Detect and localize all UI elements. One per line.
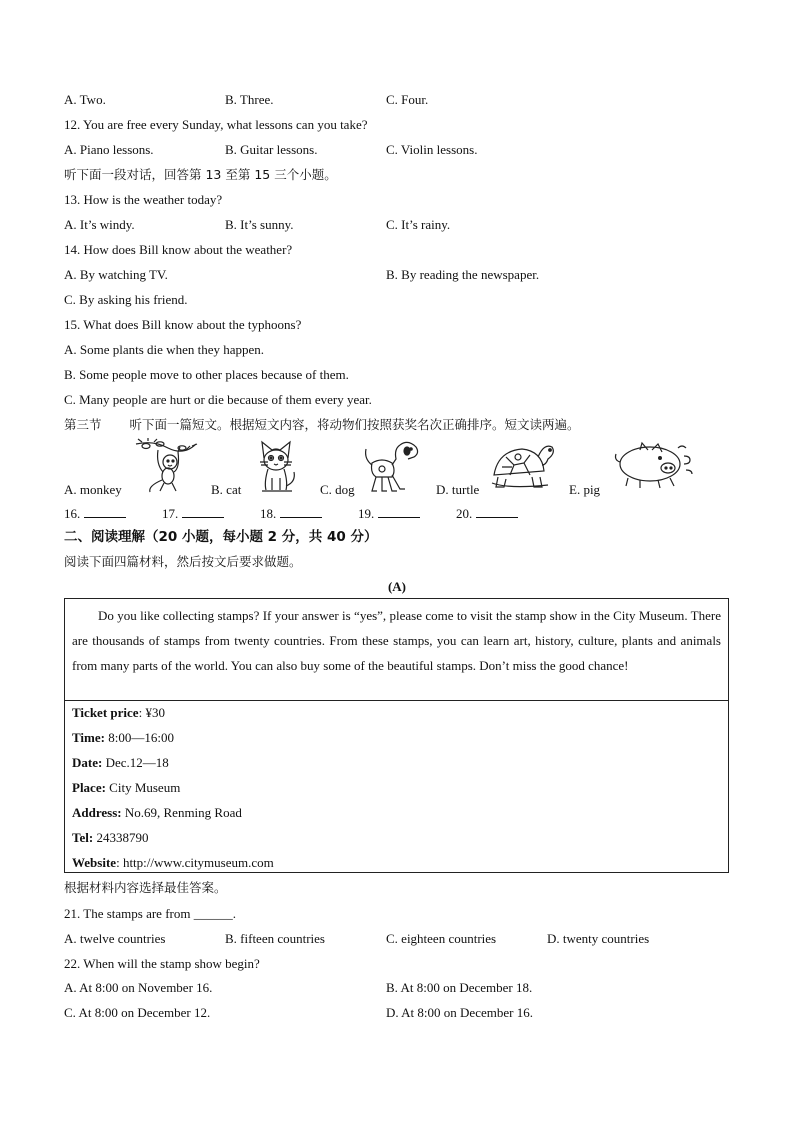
q15-option-b: B. Some people move to other places because of them.	[64, 367, 349, 382]
answer-blank-18[interactable]: 18.	[260, 505, 322, 522]
q14-option-c: C. By asking his friend.	[64, 292, 188, 307]
q11-option-c: C. Four.	[386, 92, 429, 107]
q21-option-d: D. twenty countries	[547, 931, 650, 946]
animal-label-pig: E. pig	[569, 482, 601, 497]
turtle-icon	[488, 437, 558, 493]
q12-option-b: B. Guitar lessons.	[225, 142, 318, 157]
animal-label-monkey: A. monkey	[64, 482, 122, 497]
q12-option-a: A. Piano lessons.	[64, 142, 154, 157]
pig-icon	[612, 440, 698, 490]
section-a-label: (A)	[387, 579, 407, 594]
dialogue-instruction: 听下面一段对话，回答第 13 至第 15 三个小题。	[64, 167, 337, 182]
q21-option-a: A. twelve countries	[64, 931, 166, 946]
passage-a-box	[64, 598, 729, 873]
answer-blank-20[interactable]: 20.	[456, 505, 518, 522]
info-date: Date: Dec.12—18	[72, 755, 169, 770]
q22-option-b: B. At 8:00 on December 18.	[386, 980, 533, 995]
dog-icon	[362, 437, 422, 495]
q22-option-d: D. At 8:00 on December 16.	[386, 1005, 533, 1020]
part2-instruction: 阅读下面四篇材料，然后按文后要求做题。	[64, 554, 302, 569]
cat-icon	[252, 438, 300, 494]
animal-label-dog: C. dog	[320, 482, 355, 497]
animal-label-turtle: D. turtle	[436, 482, 480, 497]
q12-option-c: C. Violin lessons.	[386, 142, 478, 157]
passage-divider	[65, 700, 728, 701]
answer-blank-16[interactable]: 16.	[64, 505, 126, 522]
monkey-icon	[134, 438, 200, 494]
q22-question: 22. When will the stamp show begin?	[64, 956, 260, 971]
info-tel: Tel: 24338790	[72, 830, 149, 845]
q21-option-b: B. fifteen countries	[225, 931, 325, 946]
q11-option-b: B. Three.	[225, 92, 274, 107]
q14-option-a: A. By watching TV.	[64, 267, 168, 282]
q13-question: 13. How is the weather today?	[64, 192, 223, 207]
q15-question: 15. What does Bill know about the typhoons?	[64, 317, 302, 332]
info-ticket-price: Ticket price: ¥30	[72, 705, 165, 720]
answer-blank-19[interactable]: 19.	[358, 505, 420, 522]
q13-option-c: C. It’s rainy.	[386, 217, 451, 232]
q14-option-b: B. By reading the newspaper.	[386, 267, 540, 282]
info-website: Website: http://www.citymuseum.com	[72, 855, 274, 870]
q22-option-c: C. At 8:00 on December 12.	[64, 1005, 211, 1020]
q11-option-a: A. Two.	[64, 92, 106, 107]
q22-option-a: A. At 8:00 on November 16.	[64, 980, 213, 995]
info-place: Place: City Museum	[72, 780, 181, 795]
answer-blank-17[interactable]: 17.	[162, 505, 224, 522]
q14-question: 14. How does Bill know about the weather?	[64, 242, 293, 257]
choose-instruction: 根据材料内容选择最佳答案。	[64, 880, 227, 895]
q13-option-b: B. It’s sunny.	[225, 217, 294, 232]
section3-title: 第三节	[64, 417, 102, 432]
q15-option-a: A. Some plants die when they happen.	[64, 342, 265, 357]
q15-option-c: C. Many people are hurt or die because of them every year.	[64, 392, 372, 407]
passage-a-text: Do you like collecting stamps? If your answer is “yes”, please come to visit the stamp show in the City Museum. There are thousands of stamps from twenty countries. From these stamps, you can learn art, history, culture, plants and animals from many parts of the world. You can also buy some of the beautiful stamps. Don’t miss the good chance!	[72, 608, 721, 673]
info-address: Address: No.69, Renming Road	[72, 805, 242, 820]
info-time: Time: 8:00—16:00	[72, 730, 174, 745]
q21-option-c: C. eighteen countries	[386, 931, 497, 946]
q12-question: 12. You are free every Sunday, what lessons can you take?	[64, 117, 368, 132]
animal-label-cat: B. cat	[211, 482, 242, 497]
q21-question: 21. The stamps are from ______.	[64, 906, 236, 921]
part2-heading: 二、阅读理解（20 小题，每小题 2 分，共 40 分）	[64, 529, 378, 545]
section3-heading	[64, 417, 580, 433]
q13-option-a: A. It’s windy.	[64, 217, 135, 232]
section3-instruction: 听下面一篇短文。根据短文内容，将动物们按照获奖名次正确排序。短文读两遍。	[129, 417, 580, 432]
